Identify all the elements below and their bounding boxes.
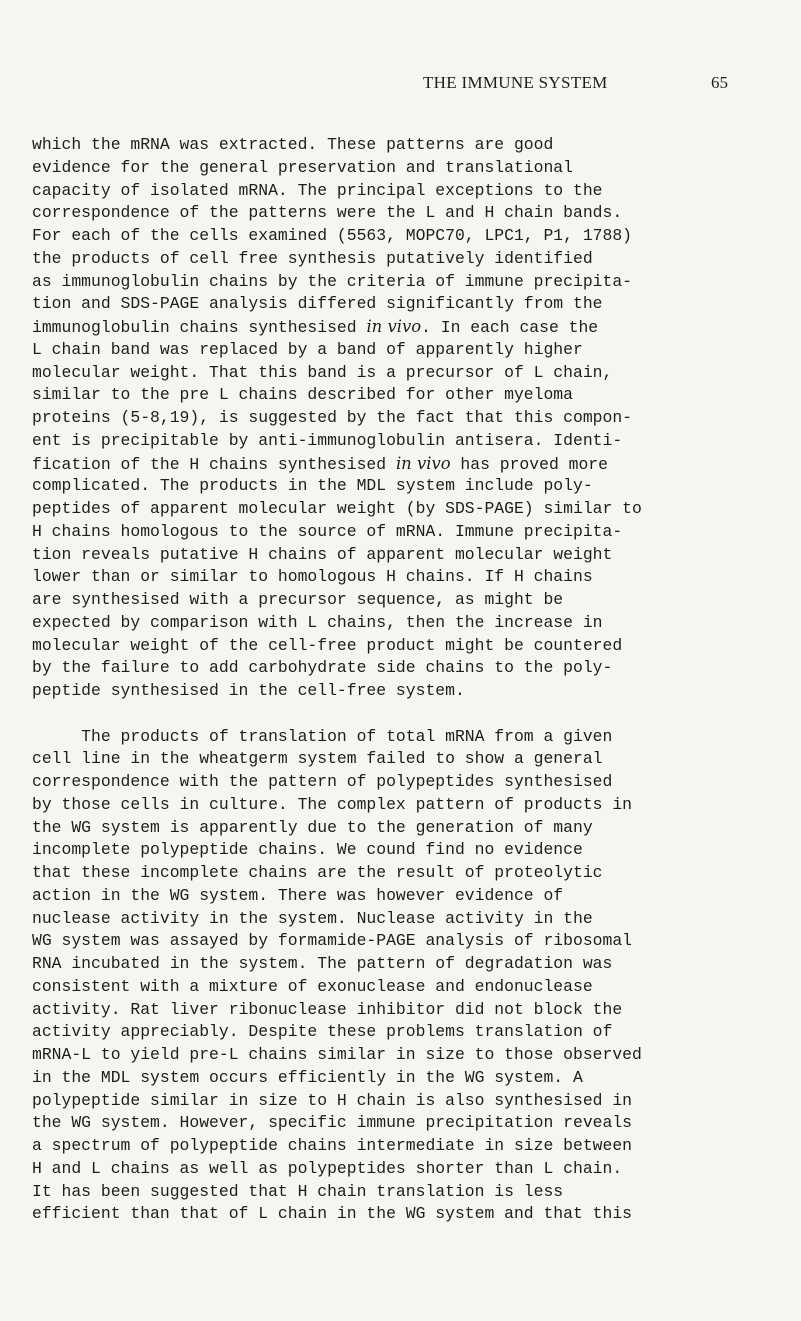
text-line: peptides of apparent molecular weight (by SDS-PAGE) similar to [32,499,642,518]
text-line: tion reveals putative H chains of apparent molecular weight [32,544,613,564]
text-line: H and L chains as well as polypeptides shorter than L chain. [32,1158,623,1178]
text-line: molecular weight. That this band is a precursor of L chain, [32,362,613,382]
page-number: 65 [711,73,728,92]
text-line: action in the WG system. There was however evidence of [32,885,564,905]
text-line: incomplete polypeptide chains. We cound find no evidence [32,840,583,860]
text-line: similar to the pre L chains described for other myeloma [32,385,573,405]
text-line: as immunoglobulin chains by the criteria of immune precipita- [32,271,632,291]
text-line: tion and SDS-PAGE analysis differed significantly from the [32,294,603,314]
text-line: The products of translation of total mRNA from a given [32,726,613,746]
text-line: are synthesised with a precursor sequence, as might be [32,590,564,609]
text-line: correspondence with the pattern of polypeptides synthesised [32,772,613,791]
text-line: molecular weight of the cell-free product might be countered [32,635,623,655]
text-line: activity appreciably. Despite these problems translation of [32,1022,613,1042]
text-line: nuclease activity in the system. Nuclease activity in the [32,908,593,928]
italic-term: in vivo [366,317,422,336]
text-line: the WG system. However, specific immune precipitation reveals [32,1113,632,1133]
text-line: WG system was assayed by formamide-PAGE analysis of ribosomal [32,931,632,951]
text-line: correspondence of the patterns were the L and H chain bands. [32,203,623,223]
text-line: by the failure to add carbohydrate side chains to the poly- [32,658,613,678]
text-line: a spectrum of polypeptide chains intermediate in size between [32,1136,632,1155]
text-line: lower than or similar to homologous H chains. If H chains [32,567,593,587]
italic-term: in vivo [395,453,451,473]
text-line: consistent with a mixture of exonuclease and endonuclease [32,976,593,996]
text-line: evidence for the general preservation and translational [32,157,573,177]
text-line: ent is precipitable by anti-immunoglobulin antisera. Identi- [32,430,623,450]
text-line: efficient than that of L chain in the WG system and that this [32,1204,632,1224]
text-line: mRNA-L to yield pre-L chains similar in size to those observed [32,1045,642,1064]
text-line: It has been suggested that H chain translation is less [32,1181,564,1201]
text-line: which the mRNA was extracted. These patterns are good [32,135,554,154]
page-header [0,73,801,97]
text-line: L chain band was replaced by a band of apparently higher [32,339,583,359]
text-line: H chains homologous to the source of mRNA. Immune precipita- [32,521,623,541]
text-segment: immunoglobulin chains synthesised [32,318,367,337]
text-line: proteins (5-8,19), is suggested by the fact that this compon- [32,408,632,427]
paragraph [32,134,752,703]
text-line: by those cells in culture. The complex pattern of products in [32,794,632,814]
text-line [32,316,752,339]
text-segment: . In each case the [421,318,599,337]
text-segment: has proved more [450,454,608,474]
text-line: polypeptide similar in size to H chain is also synthesised in [32,1090,632,1110]
running-title: THE IMMUNE SYSTEM [423,73,608,92]
text-segment: fication of the H chains synthesised [32,454,396,474]
text-line: RNA incubated in the system. The pattern of degradation was [32,954,613,973]
body-text [32,134,752,1226]
text-line: complicated. The products in the MDL system include poly- [32,476,593,496]
text-line: cell line in the wheatgerm system failed to show a general [32,749,603,769]
text-line: in the MDL system occurs efficiently in the WG system. A [32,1067,583,1087]
paragraph [32,726,752,1227]
text-line: activity. Rat liver ribonuclease inhibitor did not block the [32,999,623,1019]
text-line: the products of cell free synthesis putatively identified [32,248,593,268]
text-line: capacity of isolated mRNA. The principal exceptions to the [32,180,603,200]
text-line: the WG system is apparently due to the generation of many [32,817,593,837]
text-line: expected by comparison with L chains, then the increase in [32,612,603,632]
text-line: For each of the cells examined (5563, MOPC70, LPC1, P1, 1788) [32,226,632,245]
text-line [32,453,752,476]
text-line: peptide synthesised in the cell-free system. [32,681,465,700]
text-line: that these incomplete chains are the result of proteolytic [32,863,603,882]
